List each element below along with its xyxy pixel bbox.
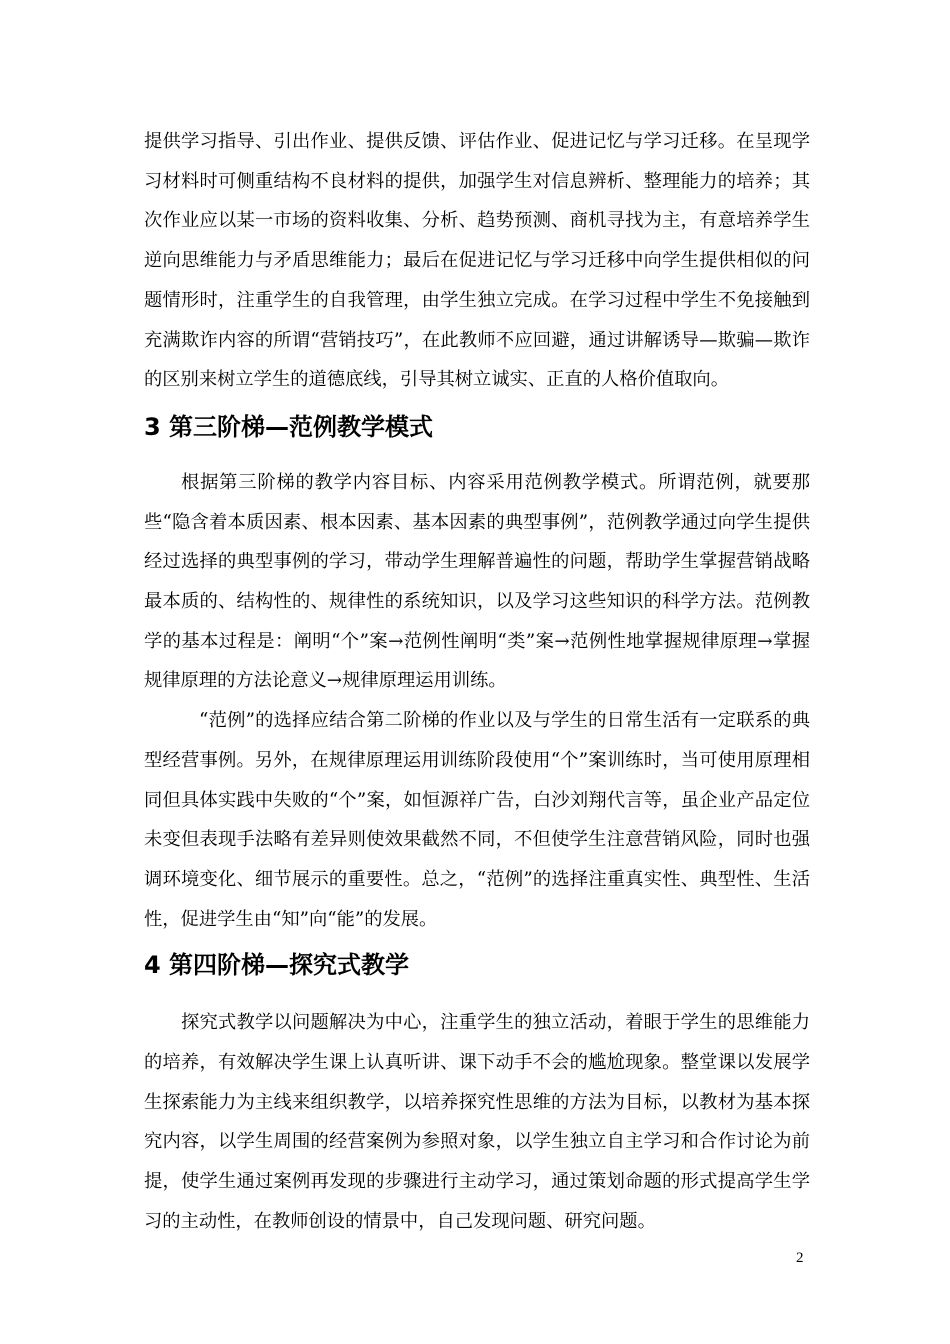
page-number: 2: [796, 1250, 804, 1266]
document-body: [144, 122, 810, 1242]
section-heading-3: 3 第三阶梯—范例教学模式: [144, 412, 434, 441]
paragraph-example-selection: “范例”的选择应结合第二阶梯的作业以及与学生的日常生活有一定联系的典型经营事例。另外，在规律原理运用训练阶段使用“个”案训练时，当可使用原理相同但具体实践中失败的“个”案，如恒源祥广告，白沙刘翔代言等，虽企业产品定位未变但表现手法略有差异则使效果截然不同，不但使学生注意营销风险，同时也强调环境变化、细节展示的重要性。总之，“范例”的选择注重真实性、典型性、生活性，促进学生由“知”向“能”的发展。: [144, 710, 810, 930]
paragraph-continued: 提供学习指导、引出作业、提供反馈、评估作业、促进记忆与学习迁移。在呈现学习材料时可侧重结构不良材料的提供，加强学生对信息辨析、整理能力的培养；其次作业应以某一市场的资料收集、分析、趋势预测、商机寻找为主，有意培养学生逆向思维能力与矛盾思维能力；最后在促进记忆与学习迁移中向学生提供相似的问题情形时，注重学生的自我管理，由学生独立完成。在学习过程中学生不免接触到充满欺诈内容的所谓“营销技巧”，在此教师不应回避，通过讲解诱导—欺骗—欺诈的区别来树立学生的道德底线，引导其树立诚实、正直的人格价值取向。: [144, 131, 810, 391]
section-heading-4: 4 第四阶梯—探究式教学: [144, 951, 410, 980]
paragraph-example-teaching: 根据第三阶梯的教学内容目标、内容采用范例教学模式。所谓范例，就要那些“隐含着本质因素、根本因素、基本因素的典型事例”，范例教学通过向学生提供经过选择的典型事例的学习，带动学生理解普遍性的问题，帮助学生掌握营销战略最本质的、结构性的、规律性的系统知识，以及学习这些知识的科学方法。范例教学的基本过程是：阐明“个”案→范例性阐明“类”案→范例性地掌握规律原理→掌握规律原理的方法论意义→规律原理运用训练。: [144, 471, 810, 692]
paragraph-inquiry-teaching: 探究式教学以问题解决为中心，注重学生的独立活动，着眼于学生的思维能力的培养，有效解决学生课上认真听讲、课下动手不会的尴尬现象。整堂课以发展学生探索能力为主线来组织教学，以培养探究性思维的方法为目标，以教材为基本探究内容，以学生周围的经营案例为参照对象，以学生独立自主学习和合作讨论为前提，使学生通过案例再发现的步骤进行主动学习，通过策划命题的形式提高学生学习的主动性，在教师创设的情景中，自己发现问题、研究问题。: [144, 1012, 810, 1232]
